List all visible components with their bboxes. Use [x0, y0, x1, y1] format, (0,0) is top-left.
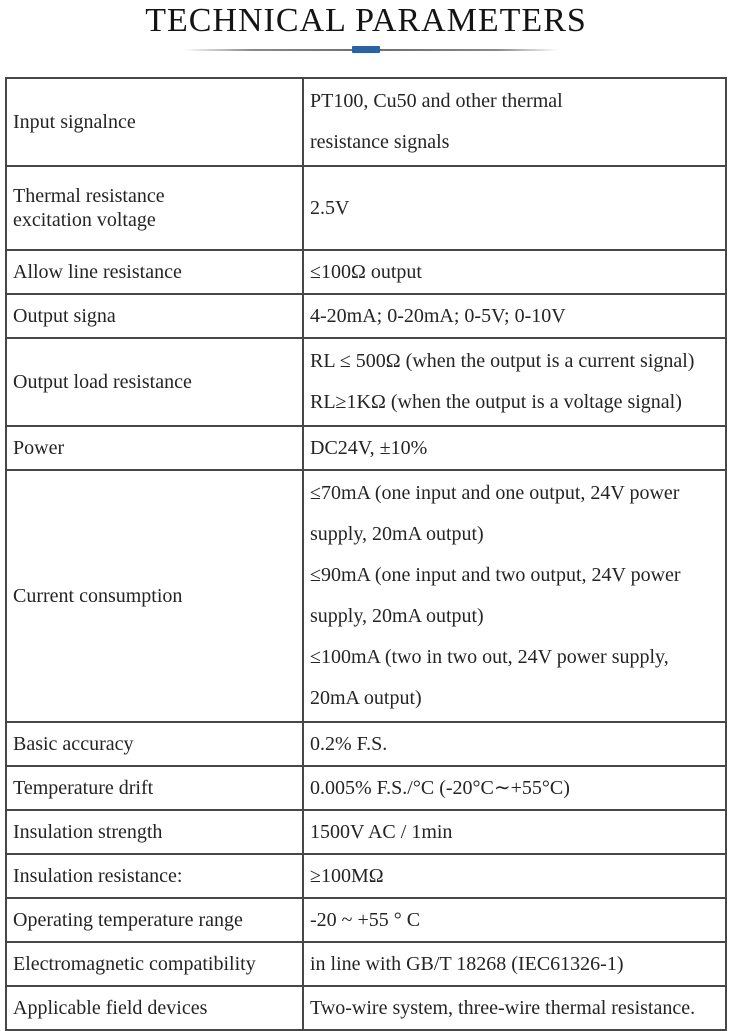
- param-label-cell: [6, 722, 303, 766]
- table-row: [6, 338, 726, 426]
- param-label-cell: [6, 294, 303, 338]
- param-value-cell: [303, 250, 726, 294]
- param-value: ≥100MΩ: [310, 865, 384, 887]
- table-row: [6, 898, 726, 942]
- param-label: Current consumption: [13, 585, 183, 607]
- param-value-line: resistance signals: [310, 131, 450, 153]
- param-label: Operating temperature range: [13, 909, 243, 931]
- param-value: 0.005% F.S./°C (-20°C∼+55°C): [310, 777, 570, 799]
- table-row: [6, 78, 726, 166]
- param-value-line: 20mA output): [310, 687, 422, 709]
- param-label: Allow line resistance: [13, 261, 182, 283]
- param-value: DC24V, ±10%: [310, 437, 428, 459]
- param-value-cell: [303, 986, 726, 1030]
- param-label-cell: [6, 470, 303, 722]
- param-label-cell: [6, 338, 303, 426]
- param-label-cell: [6, 766, 303, 810]
- param-label-cell: [6, 942, 303, 986]
- table-row: [6, 942, 726, 986]
- param-label-cell: [6, 986, 303, 1030]
- param-value-cell: [303, 766, 726, 810]
- param-label-line: Thermal resistance: [13, 185, 165, 207]
- param-value-cell: [303, 426, 726, 470]
- param-value: in line with GB/T 18268 (IEC61326-1): [310, 953, 624, 975]
- param-label-cell: [6, 898, 303, 942]
- param-value-cell: [303, 942, 726, 986]
- param-label-cell: [6, 250, 303, 294]
- param-label: Applicable field devices: [13, 997, 208, 1019]
- param-value-cell: [303, 78, 726, 166]
- param-value-cell: [303, 722, 726, 766]
- param-label: Power: [13, 437, 65, 459]
- param-value-line: ≤70mA (one input and one output, 24V power: [310, 482, 680, 504]
- param-value: -20 ~ +55 ° C: [310, 909, 421, 931]
- param-value-cell: [303, 470, 726, 722]
- param-value-line: supply, 20mA output): [310, 523, 484, 545]
- param-value-cell: [303, 898, 726, 942]
- param-value-line: RL≥1KΩ (when the output is a voltage signal): [310, 391, 682, 413]
- table-row: [6, 250, 726, 294]
- param-value-cell: [303, 854, 726, 898]
- param-value-cell: [303, 166, 726, 250]
- param-value: 2.5V: [310, 197, 350, 219]
- page-title: TECHNICAL PARAMETERS: [145, 2, 587, 39]
- param-label: Electromagnetic compatibility: [13, 953, 256, 975]
- param-label: Output load resistance: [13, 371, 192, 393]
- table-row: [6, 166, 726, 250]
- param-label: Basic accuracy: [13, 733, 134, 755]
- param-label: Insulation resistance:: [13, 865, 183, 887]
- table-row: [6, 294, 726, 338]
- param-label: Output signa: [13, 305, 116, 327]
- param-value-line: RL ≤ 500Ω (when the output is a current signal): [310, 350, 695, 372]
- table-row: [6, 766, 726, 810]
- table-row: [6, 470, 726, 722]
- table-row: [6, 986, 726, 1030]
- param-value-cell: [303, 338, 726, 426]
- param-value: ≤100Ω output: [310, 261, 422, 283]
- table-row: [6, 810, 726, 854]
- table-row: [6, 722, 726, 766]
- param-value: 1500V AC / 1min: [310, 821, 453, 843]
- param-label-cell: [6, 166, 303, 250]
- param-value-cell: [303, 294, 726, 338]
- param-value: Two-wire system, three-wire thermal resistance.: [310, 997, 696, 1019]
- param-label: Temperature drift: [13, 777, 154, 799]
- param-label: Insulation strength: [13, 821, 163, 843]
- title-divider: [0, 39, 732, 61]
- table-row: [6, 426, 726, 470]
- technical-parameters-table: [5, 77, 727, 1031]
- param-label-cell: [6, 810, 303, 854]
- param-label-cell: [6, 854, 303, 898]
- param-value-line: PT100, Cu50 and other thermal: [310, 90, 563, 112]
- param-label: Input signalnce: [13, 111, 136, 133]
- param-value-line: ≤90mA (one input and two output, 24V power: [310, 564, 681, 586]
- param-value-line: ≤100mA (two in two out, 24V power supply,: [310, 646, 669, 668]
- param-label-cell: [6, 426, 303, 470]
- divider-accent-bar: [352, 46, 380, 53]
- table-row: [6, 854, 726, 898]
- param-value-line: supply, 20mA output): [310, 605, 484, 627]
- param-label-cell: [6, 78, 303, 166]
- param-value: 0.2% F.S.: [310, 733, 388, 755]
- param-label-line: excitation voltage: [13, 209, 156, 231]
- param-value-cell: [303, 810, 726, 854]
- param-value: 4-20mA; 0-20mA; 0-5V; 0-10V: [310, 305, 566, 327]
